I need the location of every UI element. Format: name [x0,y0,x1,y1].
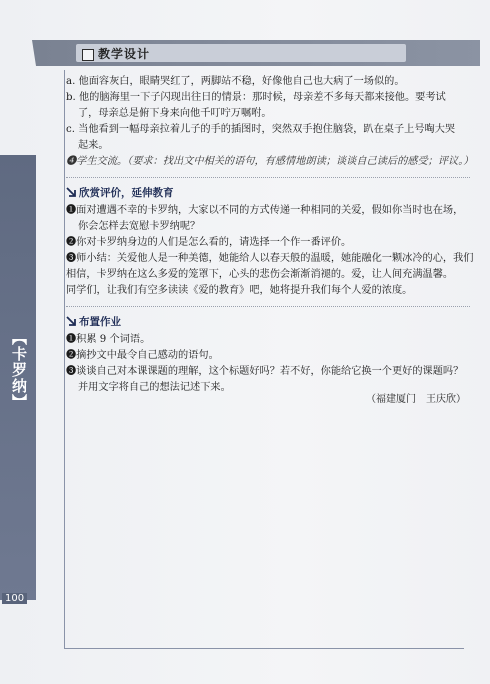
header-checkbox-icon [82,49,94,61]
section-heading [66,185,470,201]
header-title: 教学设计 [98,47,151,61]
bottom-rule [64,648,464,649]
intro-items [66,74,474,170]
page-number: 100 [2,593,27,604]
section-homework [66,314,470,396]
sidebar-title: 【卡罗纳】 [10,330,28,410]
author-signature: （福建厦门 王庆欣） [366,394,466,405]
section-line: 相信，卡罗纳在这么多爱的笼罩下，心头的悲伤会渐渐消褪的。爱，让人间充满温馨。 [66,269,454,280]
section-line: 并用文字将自己的想法记述下来。 [78,382,231,393]
intro-line: b. 他的脑海里一下子闪现出往日的情景：那时候，母亲差不多每天都来接他。要考试 [66,92,446,103]
section-heading-label: 布置作业 [79,316,121,328]
content [66,74,474,396]
arrow-icon [66,187,76,197]
section-divider [66,177,470,179]
section-line: ❶面对遭遇不幸的卡罗纳，大家以不同的方式传递一种相同的关爱，假如你当时也在场， [66,205,464,216]
section-line: ❷你对卡罗纳身边的人们是怎么看的，请选择一个作一番评价。 [66,237,352,248]
section-line: 你会怎样去宽慰卡罗纳呢？ [78,221,201,232]
intro-line: a. 他面容灰白，眼睛哭红了，两脚站不稳，好像他自己也大病了一场似的。 [66,76,405,87]
section-divider [66,306,470,308]
intro-line: 了，母亲总是俯下身来向他千叮咛万嘱咐。 [78,108,272,119]
left-rule [64,70,65,648]
section-line: ❸谈谈自己对本课课题的理解，这个标题好吗？若不好，你能给它换一个更好的课题吗？ [66,366,464,377]
intro-line: ❹学生交流。（要求：找出文中相关的语句，有感情地朗读；谈谈自己读后的感受；评议。） [66,156,474,167]
section-line: 同学们，让我们有空多读读《爱的教育》吧，她将提升我们每个人爱的浓度。 [66,285,413,296]
intro-line: c. 当他看到一幅母亲拉着儿子的手的插图时，突然双手抱住脑袋，趴在桌子上号啕大哭 [66,124,456,135]
section-heading [66,314,470,330]
intro-line: 起来。 [78,140,109,151]
arrow-icon [66,316,76,326]
section-appreciation [66,185,474,299]
section-line: ❸师小结：关爱他人是一种美德，她能给人以春天般的温暖，她能融化一颗冰冷的心，我们 [66,253,474,264]
section-line: ❷摘抄文中最令自己感动的语句。 [66,350,219,361]
section-line: ❶积累 9 个词语。 [66,334,151,345]
section-heading-label: 欣赏评价，延伸教育 [79,187,174,199]
